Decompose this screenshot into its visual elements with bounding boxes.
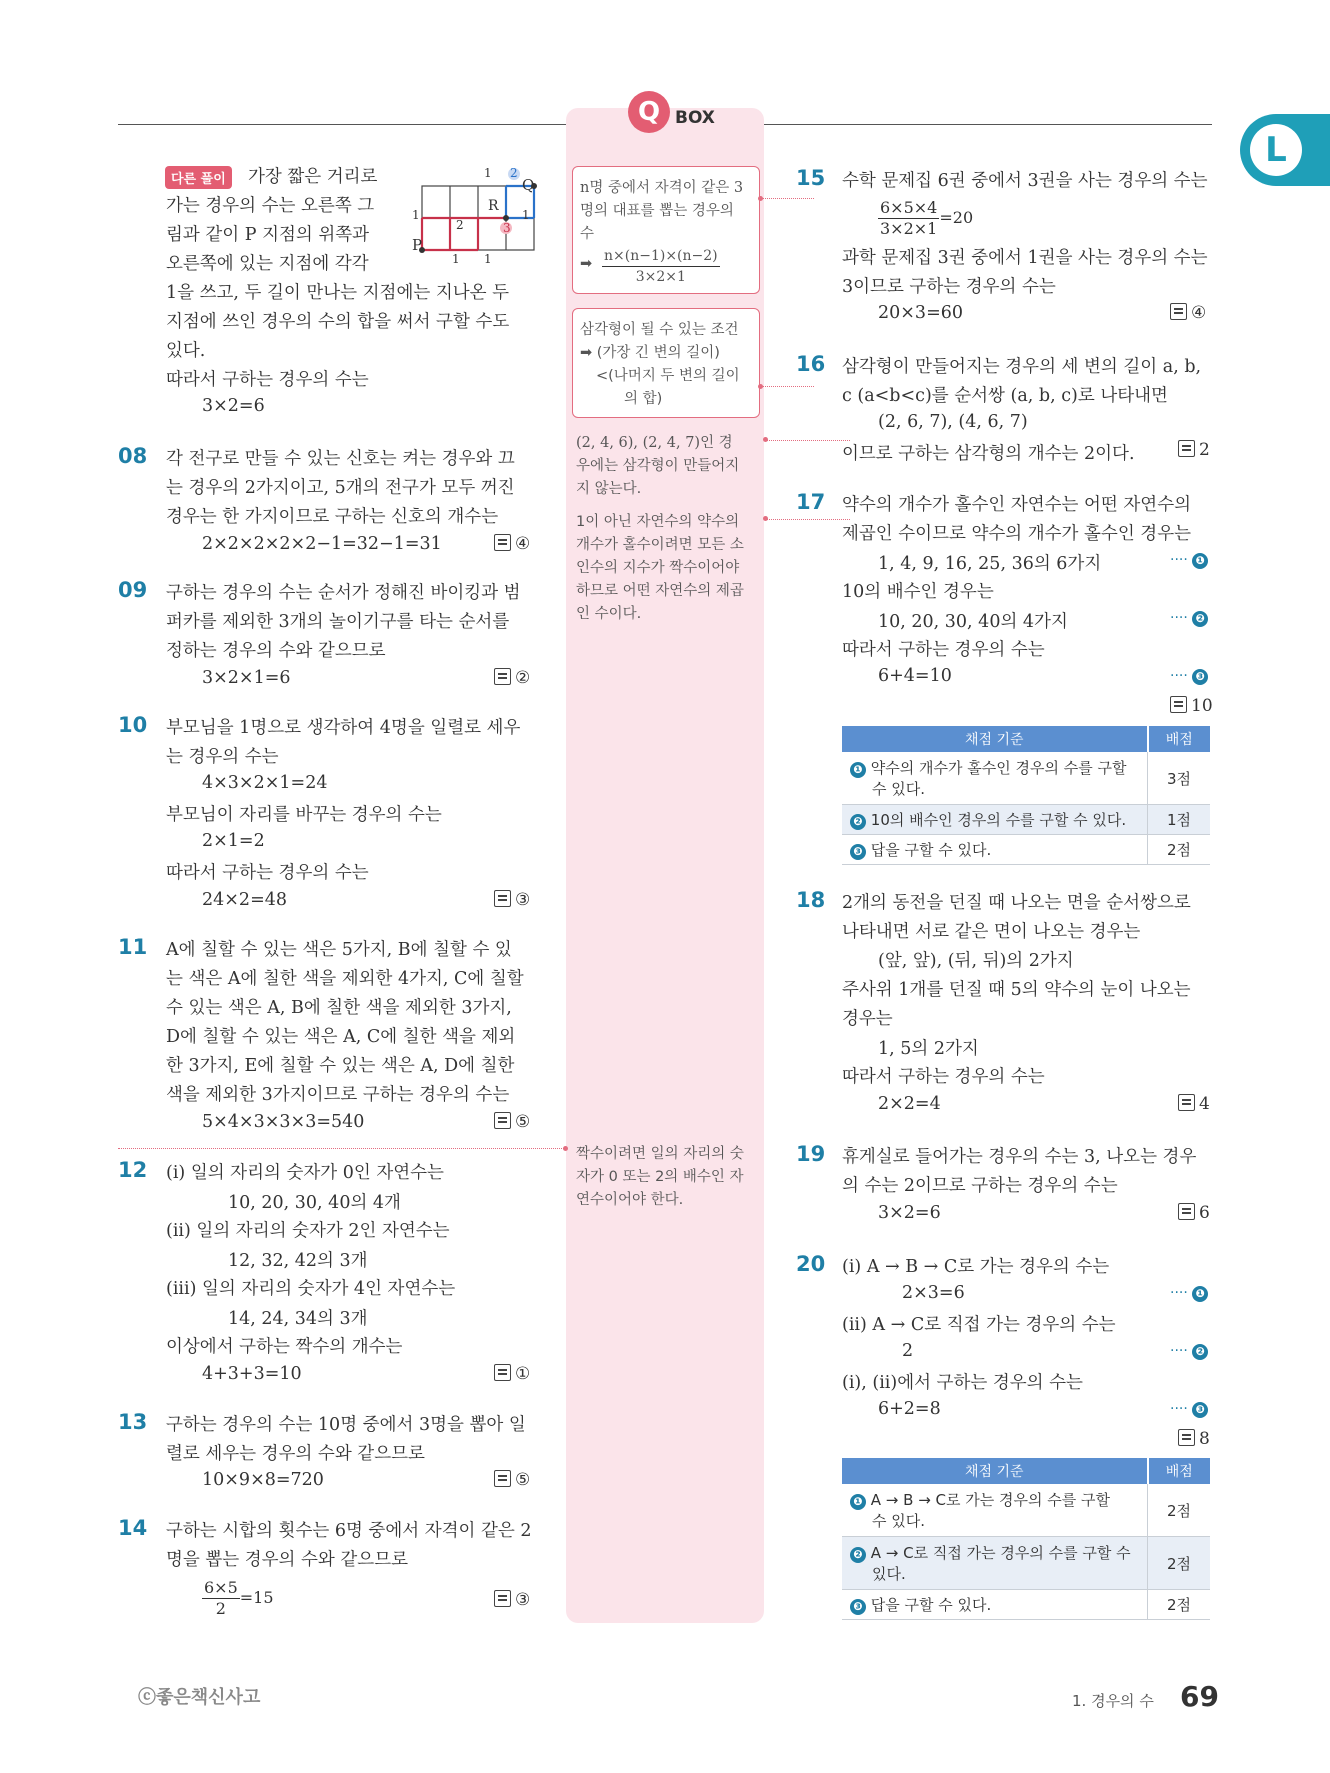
grid-num: 2 — [456, 218, 464, 232]
p08-answer: ④ — [494, 534, 530, 554]
alt-line: 지점에 쓰인 경우의 수의 합을 써서 구할 수도 — [166, 312, 510, 332]
p10-line: 따라서 구하는 경우의 수는 — [166, 863, 369, 883]
qbox-text: ➡ (가장 긴 변의 길이) — [580, 345, 720, 361]
p18-line: 1, 5의 2가지 — [878, 1039, 979, 1059]
qbox-text: <(나머지 두 변의 길이 — [596, 368, 740, 384]
arrow-icon: ➡ — [580, 256, 593, 272]
alt-line: 가장 짧은 거리로 — [248, 167, 378, 187]
grid-num: 1 — [522, 208, 530, 222]
p18-line: 나타내면 서로 같은 면이 나오는 경우는 — [842, 922, 1141, 942]
qbox-text: 1이 아닌 자연수의 약수의 — [576, 514, 740, 530]
p11-line: 수 있는 색은 A, B에 칠한 색을 제외한 3가지, — [166, 998, 512, 1018]
qbox-text: 인 수이다. — [576, 606, 642, 622]
qbox-text: 인수의 지수가 짝수이어야 — [576, 560, 740, 576]
p12-line: (i) 일의 자리의 숫자가 0인 자연수는 — [166, 1163, 444, 1183]
p13-line: 10×9×8=720 — [202, 1470, 324, 1490]
p09-answer: ② — [494, 668, 530, 688]
alt-line: 있다. — [166, 341, 206, 361]
p10-line: 2×1=2 — [202, 831, 265, 851]
level-tab-letter: L — [1250, 124, 1302, 176]
step-marker: ···· ❶ — [1170, 1285, 1208, 1302]
p12-line: 이상에서 구하는 짝수의 개수는 — [166, 1337, 403, 1357]
step-marker: ···· ❸ — [1170, 668, 1208, 685]
answer-icon — [1178, 440, 1195, 457]
p14-fraction: $\frac{6\times 5}{2}$ =15 — [204, 1578, 274, 1618]
p12-line: (ii) 일의 자리의 숫자가 2인 자연수는 — [166, 1221, 450, 1241]
answer-icon — [494, 1364, 511, 1381]
qbox-text: 지 않는다. — [576, 481, 642, 497]
p16-line: c (a<b<c)를 순서쌍 (a, b, c)로 나타내면 — [842, 386, 1168, 406]
p10-line: 부모님이 자리를 바꾸는 경우의 수는 — [166, 805, 442, 825]
table-row: ❸ 답을 구할 수 있다. 2점 — [842, 835, 1210, 865]
p09-line: 3×2×1=6 — [202, 668, 291, 688]
table-row: ❷ 10의 배수인 경우의 수를 구할 수 있다. 1점 — [842, 805, 1210, 835]
p08-line: 는 경우의 2가지이고, 5개의 전구가 모두 꺼진 — [166, 478, 515, 498]
step-marker: ···· ❶ — [1170, 552, 1208, 569]
q-box-title: BOX — [675, 108, 715, 128]
step-marker: ···· ❷ — [1170, 1343, 1208, 1360]
qbox-text: 수 — [580, 226, 595, 242]
p18-line: 경우는 — [842, 1009, 893, 1029]
qbox-text: n명 중에서 자격이 같은 3 — [580, 180, 744, 196]
p18-line: 2개의 동전을 던질 때 나오는 면을 순서쌍으로 — [842, 893, 1191, 913]
p17-line: 10의 배수인 경우는 — [842, 582, 994, 602]
grid-label-p: P — [412, 236, 423, 254]
problem-number: 08 — [118, 444, 148, 468]
answer-icon — [494, 534, 511, 551]
problem-number: 12 — [118, 1158, 148, 1182]
problem-number: 17 — [796, 490, 826, 514]
grid-num: 1 — [484, 166, 492, 180]
p14-line: 명을 뽑는 경우의 수와 같으므로 — [166, 1550, 409, 1570]
table-row: ❶ 약수의 개수가 홀수인 경우의 수를 구할 수 있다. 3점 — [842, 752, 1210, 805]
p15-fraction: $\frac{6\times 5\times 4}{3\times 2\times 1}$ =20 — [880, 198, 974, 238]
p11-line: D에 칠할 수 있는 색은 A, C에 칠한 색을 제외 — [166, 1027, 516, 1047]
qbox-text: 개수가 홀수이려면 모든 소 — [576, 537, 744, 553]
p15-answer: ④ — [1170, 303, 1206, 323]
qbox-text: 의 합) — [624, 391, 663, 407]
p09-line: 정하는 경우의 수와 같으므로 — [166, 641, 386, 661]
connector-dot — [563, 1146, 568, 1151]
p20-line: 2×3=6 — [902, 1283, 965, 1303]
grid-label-q: Q — [522, 176, 535, 194]
connector-line — [766, 440, 850, 441]
p16-line: 이므로 구하는 삼각형의 개수는 2이다. — [842, 444, 1135, 464]
grid-num: 2 — [510, 166, 518, 180]
answer-icon — [494, 1470, 511, 1487]
p17-line: 제곱인 수이므로 약수의 개수가 홀수인 경우는 — [842, 524, 1192, 544]
qbox-text: 연수이어야 한다. — [576, 1192, 684, 1208]
p13-line: 렬로 세우는 경우의 수와 같으므로 — [166, 1444, 425, 1464]
problem-number: 18 — [796, 888, 826, 912]
qbox-text: 짝수이려면 일의 자리의 숫 — [576, 1146, 744, 1162]
p10-answer: ③ — [494, 890, 530, 910]
p17-scoring-table — [842, 726, 1210, 865]
qbox-text: 자가 0 또는 2의 배수인 자 — [576, 1169, 744, 1185]
grid-num: 1 — [484, 252, 492, 266]
p15-line: 3이므로 구하는 경우의 수는 — [842, 277, 1056, 297]
p17-line: 10, 20, 30, 40의 4가지 — [878, 612, 1068, 632]
p19-answer: 6 — [1178, 1203, 1210, 1223]
alt-line: 오른쪽에 있는 지점에 각각 — [166, 254, 369, 274]
connector-line — [760, 386, 814, 387]
grid-num: 3 — [503, 221, 511, 235]
chapter-title: 1. 경우의 수 — [1072, 1692, 1154, 1710]
p11-line: A에 칠할 수 있는 색은 5가지, B에 칠할 수 있 — [166, 940, 512, 960]
p15-line: 과학 문제집 3권 중에서 1권을 사는 경우의 수는 — [842, 248, 1208, 268]
p20-line: 2 — [902, 1341, 914, 1361]
p20-scoring-table — [842, 1458, 1210, 1620]
alt-line: 1을 쓰고, 두 길이 만나는 지점에는 지나온 두 — [166, 283, 510, 303]
p12-answer: ① — [494, 1364, 530, 1384]
p17-line: 약수의 개수가 홀수인 자연수는 어떤 자연수의 — [842, 495, 1192, 515]
table-header: 채점 기준 — [842, 726, 1148, 752]
answer-icon — [1170, 303, 1187, 320]
answer-icon — [1178, 1094, 1195, 1111]
grid-num: 1 — [412, 208, 420, 222]
grid-num: 1 — [452, 252, 460, 266]
page-number: 69 — [1180, 1680, 1219, 1713]
p18-line: 주사위 1개를 던질 때 5의 약수의 눈이 나오는 — [842, 980, 1191, 1000]
p13-line: 구하는 경우의 수는 10명 중에서 3명을 뽑아 일 — [166, 1415, 526, 1435]
qbox-text: 하므로 어떤 자연수의 제곱 — [576, 583, 744, 599]
p17-line: 1, 4, 9, 16, 25, 36의 6가지 — [878, 554, 1102, 574]
p13-answer: ⑤ — [494, 1470, 530, 1490]
p18-line: 따라서 구하는 경우의 수는 — [842, 1067, 1045, 1087]
p20-answer: 8 — [1178, 1429, 1210, 1449]
p08-line: 각 전구로 만들 수 있는 신호는 켜는 경우와 끄 — [166, 449, 515, 469]
problem-number: 11 — [118, 935, 148, 959]
table-row: ❶ A → B → C로 가는 경우의 수를 구할 수 있다. 2점 — [842, 1484, 1210, 1537]
p10-line: 4×3×2×1=24 — [202, 773, 328, 793]
p20-line: (i) A → B → C로 가는 경우의 수는 — [842, 1257, 1110, 1277]
publisher-logo: ⓒ좋은책신사고 — [138, 1687, 261, 1708]
p12-line: 10, 20, 30, 40의 4개 — [228, 1193, 401, 1213]
qbox-fraction: $\frac{n\times(n-1)\times(n-2)}{3\times 2\times 1}$ — [604, 248, 718, 285]
connector-line — [766, 519, 850, 520]
p11-line: 는 색은 A에 칠한 색을 제외한 4가지, C에 칠할 — [166, 969, 524, 989]
p11-line: 5×4×3×3×3=540 — [202, 1112, 365, 1132]
p18-answer: 4 — [1178, 1094, 1210, 1114]
p14-line: 구하는 시합의 횟수는 6명 중에서 자격이 같은 2 — [166, 1521, 532, 1541]
problem-number: 20 — [796, 1252, 826, 1276]
alt-line: 3×2=6 — [202, 396, 265, 416]
p17-line: 따라서 구하는 경우의 수는 — [842, 640, 1045, 660]
problem-number: 15 — [796, 166, 826, 190]
p16-line: 삼각형이 만들어지는 경우의 세 변의 길이 a, b, — [842, 357, 1202, 377]
problem-number: 13 — [118, 1410, 148, 1434]
qbox-text: (2, 4, 6), (2, 4, 7)인 경 — [576, 435, 733, 451]
problem-number: 14 — [118, 1516, 148, 1540]
p17-answer: 10 — [1170, 696, 1213, 716]
p08-line: 경우는 한 가지이므로 구하는 신호의 개수는 — [166, 507, 499, 527]
p18-line: 2×2=4 — [878, 1094, 941, 1114]
alt-line: 따라서 구하는 경우의 수는 — [166, 370, 369, 390]
p09-line: 퍼카를 제외한 3개의 놀이기구를 타는 순서를 — [166, 612, 510, 632]
qbox-text: 삼각형이 될 수 있는 조건 — [580, 322, 739, 338]
p20-line: (i), (ii)에서 구하는 경우의 수는 — [842, 1373, 1083, 1393]
problem-number: 10 — [118, 713, 148, 737]
alt-line: 림과 같이 P 지점의 위쪽과 — [166, 225, 370, 245]
p11-line: 색을 제외한 3가지이므로 구하는 경우의 수는 — [166, 1085, 510, 1105]
q-box-logo: Q — [628, 91, 670, 133]
table-row: ❷ A → C로 직접 가는 경우의 수를 구할 수 있다. 2점 — [842, 1537, 1210, 1590]
p11-answer: ⑤ — [494, 1112, 530, 1132]
path-grid-figure — [408, 164, 540, 260]
table-header: 배점 — [1148, 726, 1211, 752]
p08-line: 2×2×2×2×2−1=32−1=31 — [202, 534, 442, 554]
problem-number: 16 — [796, 352, 826, 376]
p12-line: 14, 24, 34의 3개 — [228, 1309, 368, 1329]
p10-line: 24×2=48 — [202, 890, 287, 910]
qbox-text: 우에는 삼각형이 만들어지 — [576, 458, 740, 474]
p16-answer: 2 — [1178, 440, 1210, 460]
p10-line: 는 경우의 수는 — [166, 747, 279, 767]
p20-line: (ii) A → C로 직접 가는 경우의 수는 — [842, 1315, 1116, 1335]
connector-line — [118, 1148, 566, 1149]
answer-icon — [494, 668, 511, 685]
p11-line: 한 3가지, E에 칠할 수 있는 색은 A, D에 칠한 — [166, 1056, 515, 1076]
p12-line: 12, 32, 42의 3개 — [228, 1251, 368, 1271]
step-marker: ···· ❸ — [1170, 1401, 1208, 1418]
p17-line: 6+4=10 — [878, 666, 952, 686]
qbox-text: 명의 대표를 뽑는 경우의 — [580, 203, 734, 219]
answer-icon — [1178, 1429, 1195, 1446]
answer-icon — [494, 890, 511, 907]
alt-line: 가는 경우의 수는 오른쪽 그 — [166, 196, 375, 216]
p19-line: 휴게실로 들어가는 경우의 수는 3, 나오는 경우 — [842, 1147, 1197, 1167]
header-rule-left — [118, 124, 566, 125]
problem-number: 19 — [796, 1142, 826, 1166]
grid-label-r: R — [488, 198, 499, 214]
answer-icon — [494, 1590, 511, 1607]
p19-line: 3×2=6 — [878, 1203, 941, 1223]
p19-line: 의 수는 2이므로 구하는 경우의 수는 — [842, 1176, 1118, 1196]
p09-line: 구하는 경우의 수는 순서가 정해진 바이킹과 범 — [166, 583, 521, 603]
p10-line: 부모님을 1명으로 생각하여 4명을 일렬로 세우 — [166, 718, 521, 738]
header-rule-right — [764, 124, 1212, 125]
answer-icon — [494, 1112, 511, 1129]
step-marker: ···· ❷ — [1170, 610, 1208, 627]
answer-icon — [1178, 1203, 1195, 1220]
p20-line: 6+2=8 — [878, 1399, 941, 1419]
table-row: ❸ 답을 구할 수 있다. 2점 — [842, 1590, 1210, 1620]
p12-line: (iii) 일의 자리의 숫자가 4인 자연수는 — [166, 1279, 456, 1299]
connector-line — [760, 198, 814, 199]
p12-line: 4+3+3=10 — [202, 1364, 302, 1384]
p16-line: (2, 6, 7), (4, 6, 7) — [878, 412, 1028, 432]
p15-line: 20×3=60 — [878, 303, 963, 323]
problem-number: 09 — [118, 578, 148, 602]
table-header: 배점 — [1148, 1458, 1211, 1484]
alt-solution-tag: 다른 풀이 — [165, 166, 232, 189]
p18-line: (앞, 앞), (뒤, 뒤)의 2가지 — [878, 951, 1074, 971]
p14-answer: ③ — [494, 1590, 530, 1610]
table-header: 채점 기준 — [842, 1458, 1148, 1484]
p15-line: 수학 문제집 6권 중에서 3권을 사는 경우의 수는 — [842, 171, 1208, 191]
answer-icon — [1170, 696, 1187, 713]
